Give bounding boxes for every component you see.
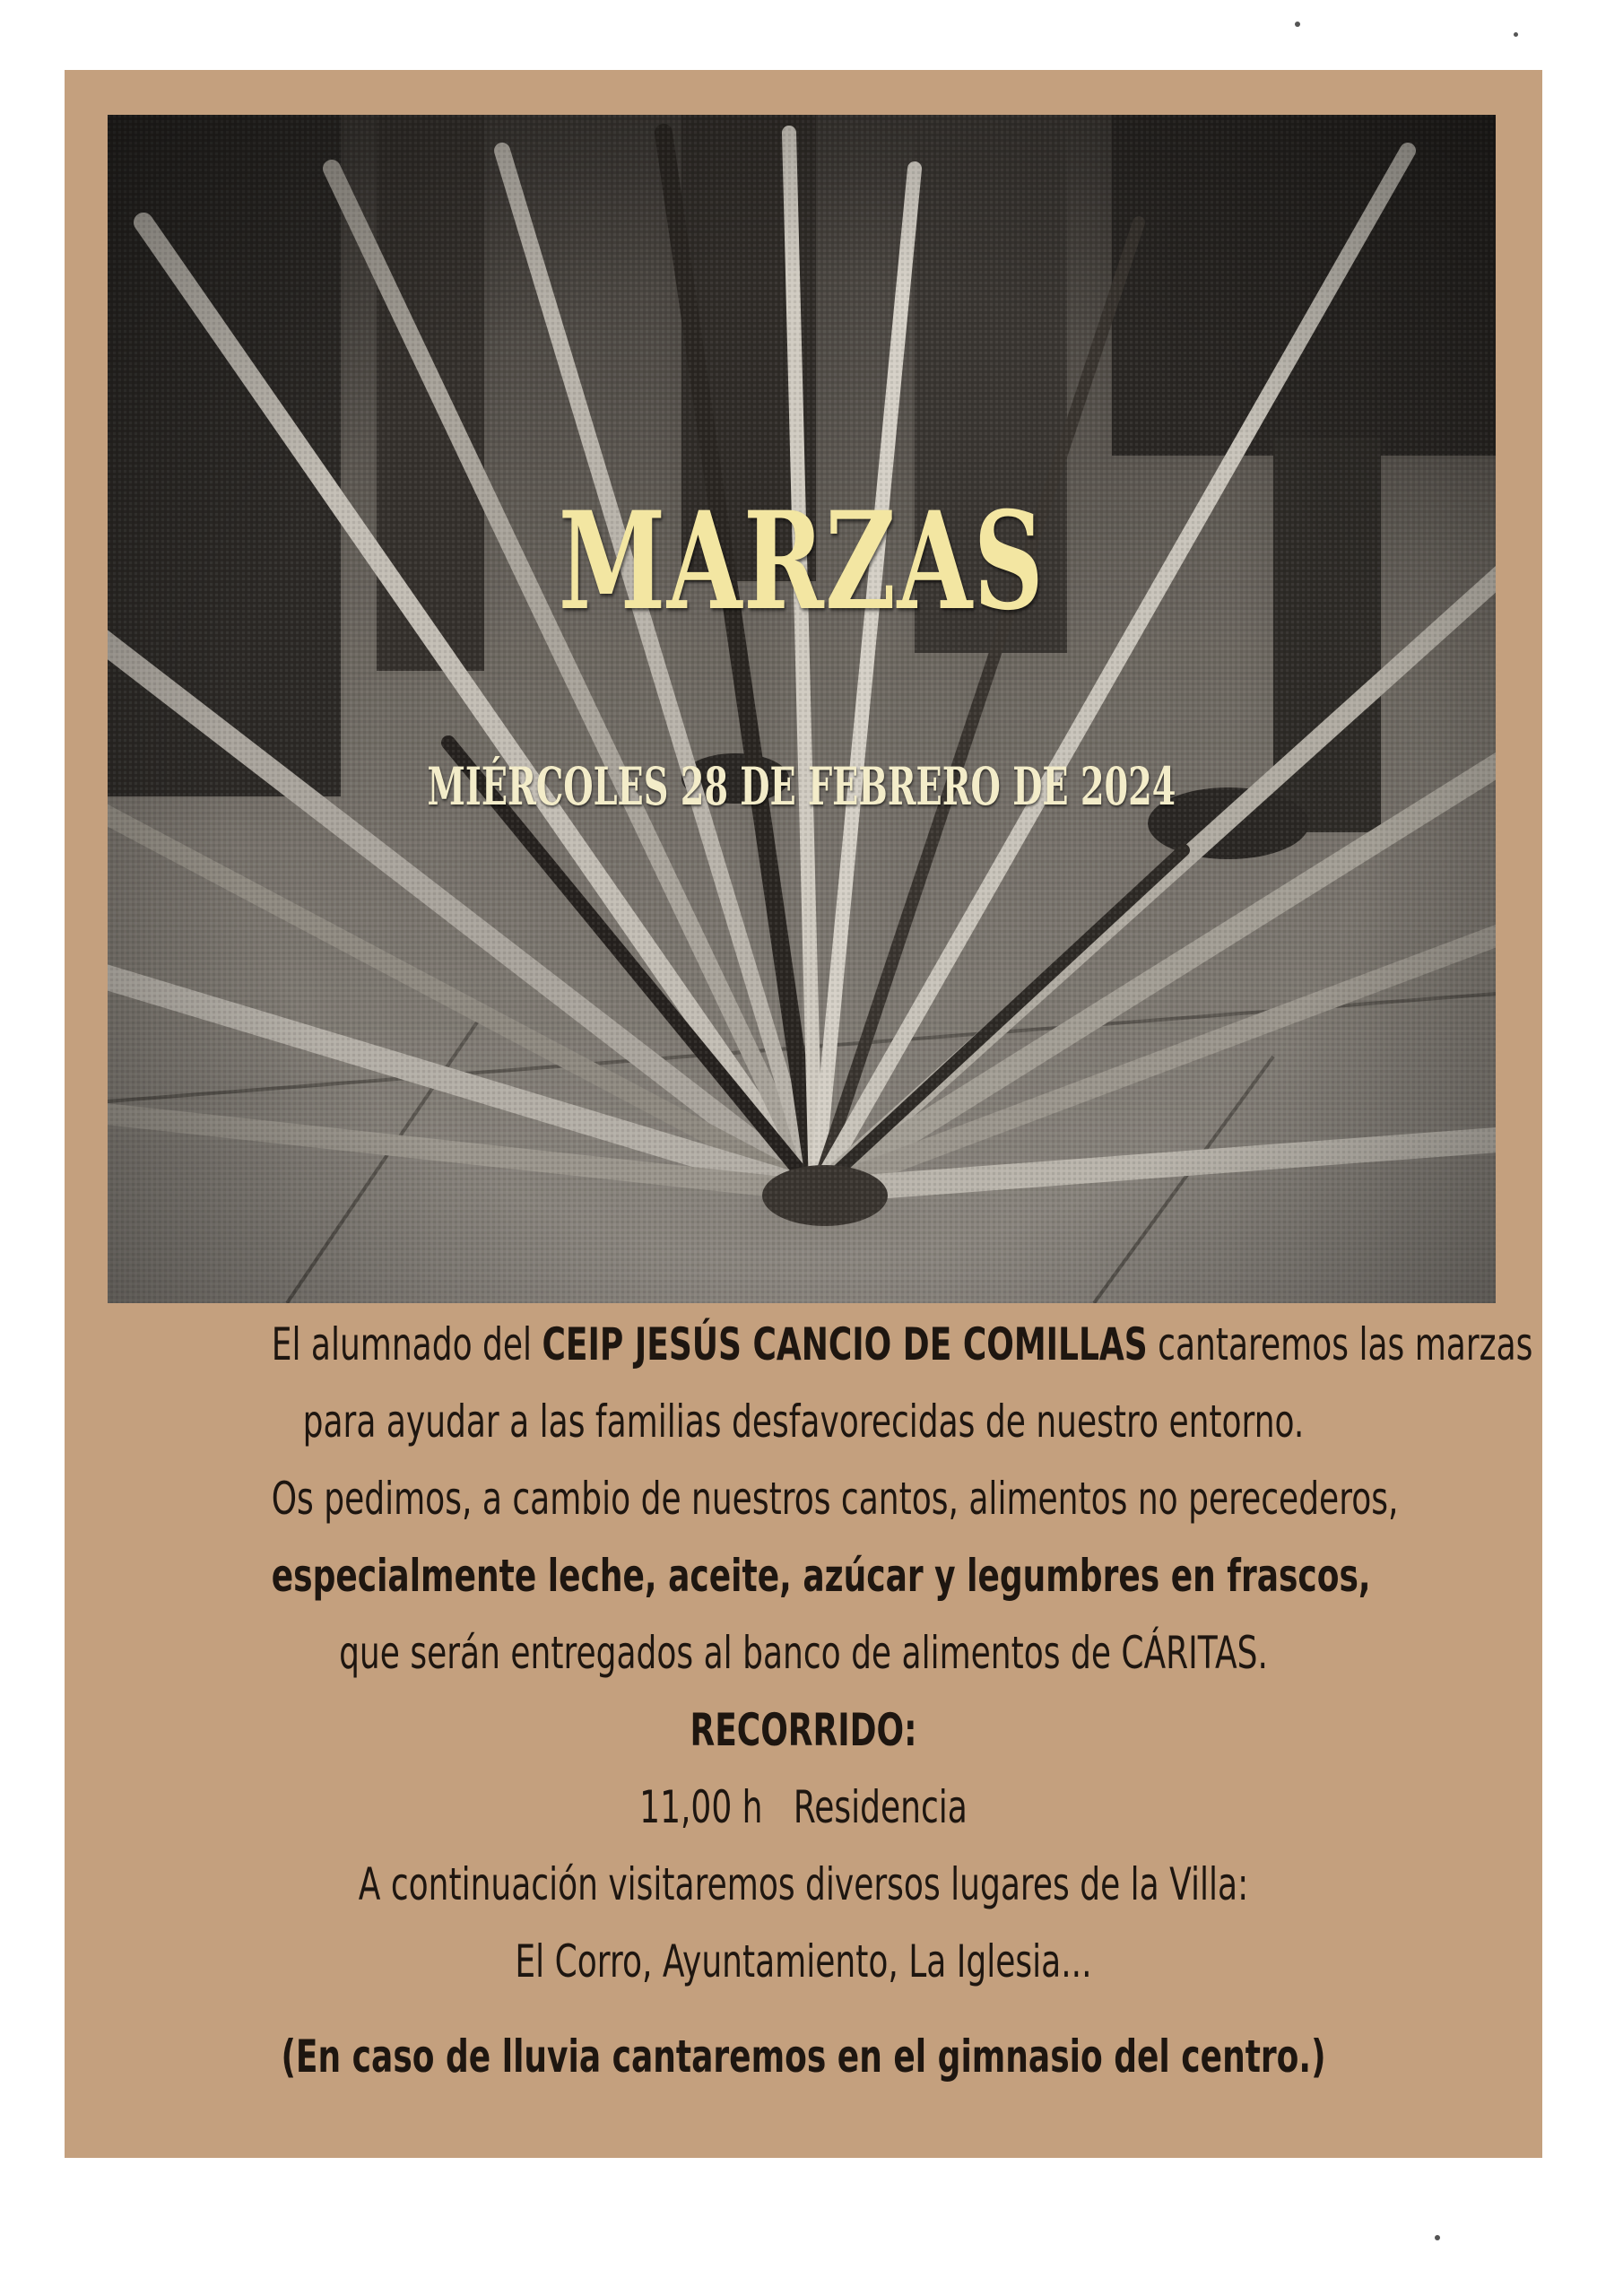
route-heading: RECORRIDO:	[690, 1704, 917, 1756]
route-time: 11,00 h	[639, 1781, 763, 1833]
intro-line	[271, 1306, 1533, 1383]
route-start-line	[272, 1769, 1336, 1846]
route-continuation-line: A continuación visitaremos diversos lugares de la Villa:	[358, 1858, 1249, 1910]
rain-note: (En caso de lluvia cantaremos en el gimnasio del centro.)	[281, 2031, 1326, 2083]
route-place: Residencia	[793, 1781, 968, 1833]
request-line: Os pedimos, a cambio de nuestros cantos, alimentos no perecederos,	[271, 1473, 1399, 1525]
event-date: MIÉRCOLES 28 DE FEBRERO DE 2024	[427, 756, 1176, 817]
poster-title: MARZAS	[558, 483, 1046, 640]
scan-speck	[1435, 2235, 1440, 2240]
poster-text	[65, 1306, 1542, 2095]
scan-speck	[1295, 22, 1300, 27]
purpose-line: para ayudar a las familias desfavorecidas de nuestro entorno.	[302, 1396, 1305, 1448]
intro-before: El alumnado del	[271, 1318, 533, 1370]
route-places-line: El Corro, Ayuntamiento, La Iglesia...	[515, 1935, 1092, 1987]
poster	[65, 70, 1542, 2158]
scan-speck	[1514, 32, 1518, 37]
crossed-sticks-photo	[108, 115, 1496, 1303]
school-name: CEIP JESÚS CANCIO DE COMILLAS	[542, 1318, 1148, 1370]
intro-after: cantaremos las marzas	[1158, 1318, 1533, 1370]
food-list-line: especialmente leche, aceite, azúcar y legumbres en frascos,	[271, 1550, 1371, 1602]
delivery-line: que serán entregados al banco de alimentos de CÁRITAS.	[339, 1627, 1268, 1679]
poster-photo	[108, 115, 1496, 1303]
